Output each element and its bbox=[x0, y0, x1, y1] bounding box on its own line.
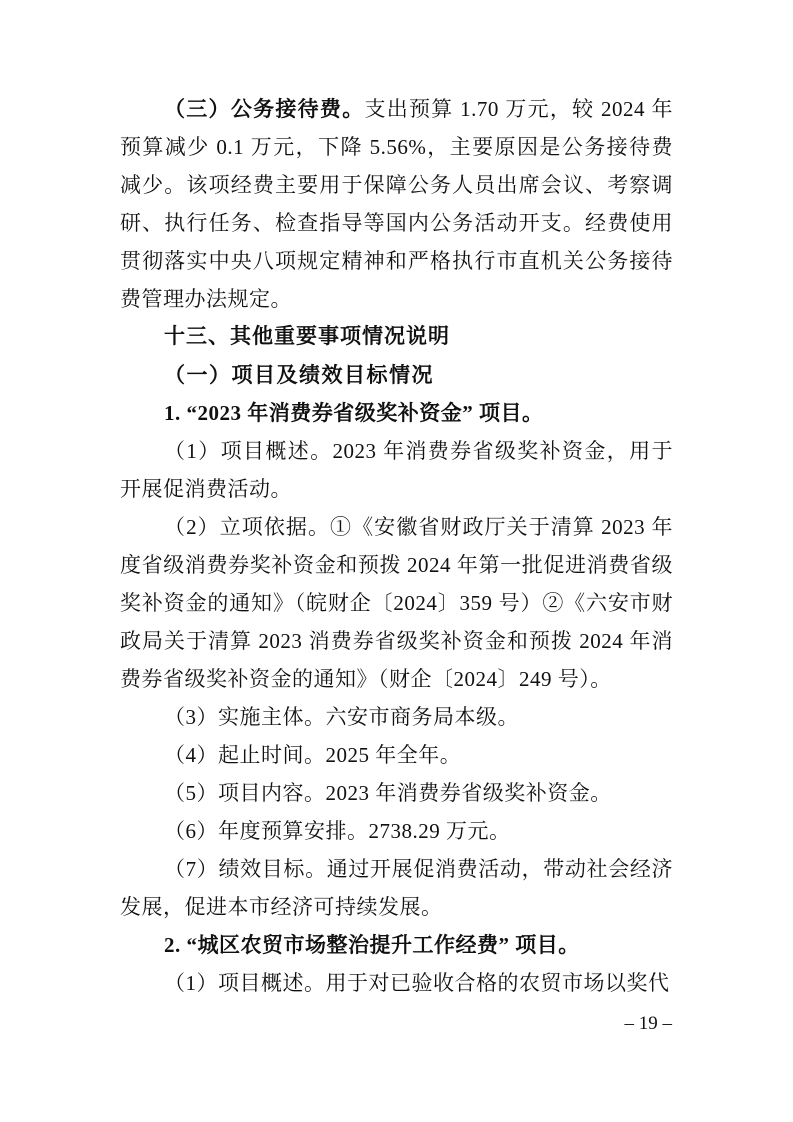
project1-item-performance-target: （7）绩效目标。通过开展促消费活动，带动社会经济发展，促进本市经济可持续发展。 bbox=[120, 857, 673, 919]
paragraph-body-text: 支出预算 1.70 万元，较 2024 年预算减少 0.1 万元，下降 5.56%，主要原因是公务接待费减少。该项经费主要用于保障公务人员出席会议、考察调研、执行任务、检查指导等国内公务活动开支。经费使用贯彻落实中央八项规定精神和严格执行市直机关公务接待费管理办法规定。 bbox=[120, 97, 674, 311]
project2-title: 2. “城区农贸市场整治提升工作经费” 项目。 bbox=[164, 933, 580, 957]
project1-item-basis: （2）立项依据。①《安徽省财政厅关于清算 2023 年度省级消费券奖补资金和预拨 2024 年第一批促进消费省级奖补资金的通知》（皖财企〔2024〕359 号）②《六安市财政局关于清算 2023 消费券省级奖补资金和预拨 2024 年消费券省级奖补资金的通知》（财企〔2024〕249 号）。 bbox=[120, 515, 673, 691]
project1-title: 1. “2023 年消费券省级奖补资金” 项目。 bbox=[164, 401, 544, 425]
project1-item-overview: （1）项目概述。2023 年消费券省级奖补资金，用于开展促消费活动。 bbox=[120, 439, 673, 501]
document-body bbox=[120, 90, 673, 1002]
page-number: – 19 – bbox=[624, 1013, 672, 1034]
project1-item-annual-budget: （6）年度预算安排。2738.29 万元。 bbox=[164, 819, 511, 843]
paragraph-official-reception-expense bbox=[120, 90, 673, 318]
project1-item-content: （5）项目内容。2023 年消费券省级奖补资金。 bbox=[164, 781, 612, 805]
project1-item-implementer: （3）实施主体。六安市商务局本级。 bbox=[164, 705, 519, 729]
project1-item-duration: （4）起止时间。2025 年全年。 bbox=[164, 743, 462, 767]
section-heading-other-important-matters: 十三、其他重要事项情况说明 bbox=[164, 325, 450, 348]
subsection-heading-project-performance-targets: （一）项目及绩效目标情况 bbox=[164, 363, 434, 387]
project2-item-overview: （1）项目概述。用于对已验收合格的农贸市场以奖代 bbox=[164, 971, 670, 995]
paragraph-lead-label: （三）公务接待费。 bbox=[164, 97, 365, 121]
